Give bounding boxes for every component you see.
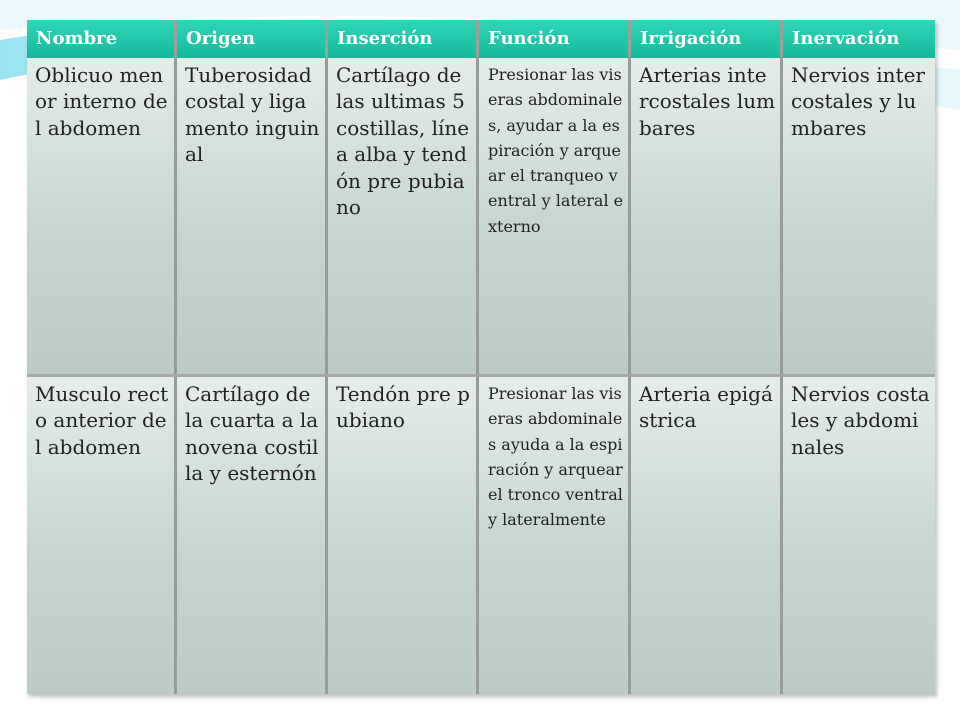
row2-nombre: Musculo recto anterior del abdomen	[27, 377, 177, 694]
row2-insercion: Tendón pre pubiano	[328, 377, 479, 694]
row1-insercion: Cartílago de las ultimas 5 costillas, línea alba y tendón pre pubiano	[328, 58, 479, 374]
row1-irrigacion: Arterias intercostales lumbares	[631, 58, 783, 374]
header-nombre: Nombre	[27, 20, 177, 58]
row2-irrigacion: Arteria epigástrica	[631, 377, 783, 694]
muscle-table	[27, 20, 935, 694]
row1-inervacion: Nervios intercostales y lumbares	[783, 58, 935, 374]
row2-funcion: Presionar las viseras abdominales ayuda a la espiración y arquear el tronco ventral y lateralmente	[479, 377, 631, 694]
row1-funcion: Presionar las viseras abdominales, ayudar a la espiración y arquear el tranqueo ventral y lateral externo	[479, 58, 631, 374]
row1-nombre: Oblicuo menor interno del abdomen	[27, 58, 177, 374]
row1-origen: Tuberosidad costal y ligamento inguinal	[177, 58, 328, 374]
header-irrigacion: Irrigación	[631, 20, 783, 58]
header-funcion: Función	[479, 20, 631, 58]
header-inervacion: Inervación	[783, 20, 935, 58]
row2-inervacion: Nervios costales y abdominales	[783, 377, 935, 694]
row2-origen: Cartílago de la cuarta a la novena costilla y esternón	[177, 377, 328, 694]
header-origen: Origen	[177, 20, 328, 58]
header-insercion: Inserción	[328, 20, 479, 58]
